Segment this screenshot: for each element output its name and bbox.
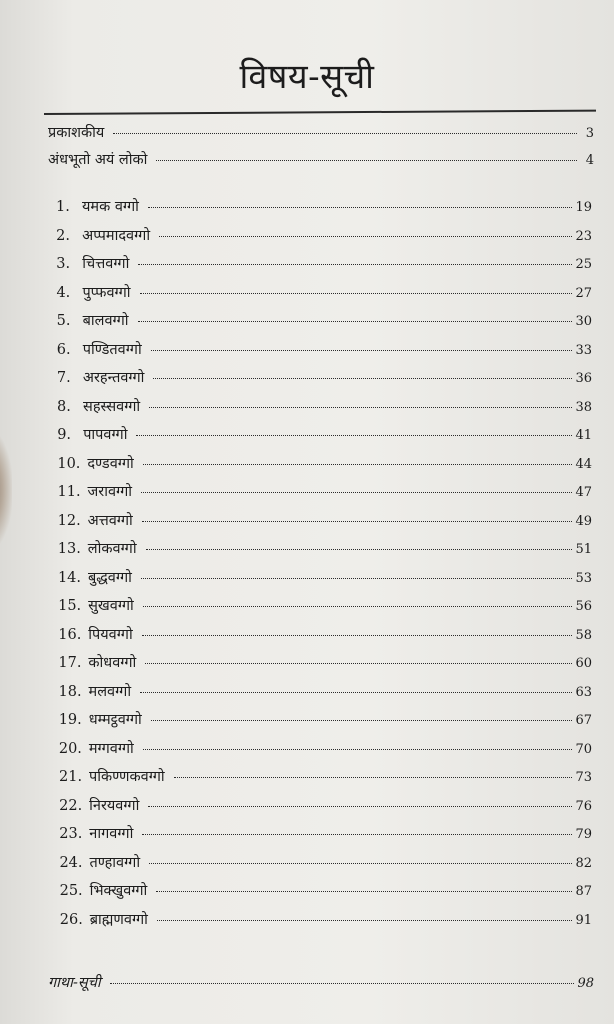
toc-entry-chapter[interactable] <box>57 453 592 473</box>
dot-leader <box>146 549 573 550</box>
toc-entry-chapter[interactable] <box>56 225 592 245</box>
toc-entry-chapter[interactable] <box>57 339 592 359</box>
toc-entry-label: अंधभूतो अयं लोको <box>48 152 148 168</box>
toc-page-number: 70 <box>575 741 592 757</box>
toc-page-number: 41 <box>575 428 592 443</box>
dot-leader <box>143 749 573 750</box>
toc-entry-chapter[interactable] <box>58 567 592 587</box>
toc-entry-chapter[interactable] <box>58 510 592 530</box>
chapter-number: 26. <box>59 911 83 928</box>
chapter-number: 9. <box>57 427 72 443</box>
toc-page-number: 19 <box>575 200 592 215</box>
chapter-number: 16. <box>58 626 82 643</box>
toc-page-number: 76 <box>575 798 592 814</box>
toc-entry-chapter[interactable] <box>57 424 592 444</box>
toc-entry-chapter[interactable] <box>59 738 592 758</box>
dot-leader <box>142 521 573 522</box>
dot-leader <box>140 692 572 693</box>
dot-leader <box>136 435 572 436</box>
chapter-number: 25. <box>59 883 83 899</box>
dot-leader <box>138 321 573 322</box>
toc-page-number: 58 <box>575 627 592 643</box>
chapter-title: बुद्धवग्गो <box>87 569 132 586</box>
chapter-number: 2. <box>56 227 70 244</box>
chapter-title: अप्पमादवग्गो <box>82 227 151 244</box>
chapter-title: जरावग्गो <box>87 484 133 500</box>
toc-entry-chapter[interactable] <box>58 624 592 644</box>
toc-entry-chapter[interactable] <box>60 909 592 929</box>
chapter-number: 14. <box>57 569 81 586</box>
toc-entry-chapter[interactable] <box>57 396 592 416</box>
toc-page-number: 47 <box>575 485 592 500</box>
chapter-title: अरहन्तवग्गो <box>82 370 145 386</box>
toc-entry-chapter[interactable] <box>59 681 592 701</box>
dot-leader <box>156 891 572 892</box>
dot-leader <box>145 663 572 664</box>
chapter-title: अत्तवग्गो <box>87 512 133 529</box>
dot-leader <box>149 407 572 408</box>
toc-entry-chapter[interactable] <box>59 823 592 843</box>
chapter-number: 5. <box>56 313 71 329</box>
toc-entry-chapter[interactable] <box>59 795 592 815</box>
dot-leader <box>157 920 573 921</box>
chapter-number: 11. <box>57 484 81 500</box>
chapter-number: 17. <box>58 655 82 671</box>
chapter-number: 1. <box>56 199 70 215</box>
dot-leader <box>159 236 572 237</box>
toc-entry-chapter[interactable] <box>58 595 592 615</box>
chapter-title: धम्मट्ठवग्गो <box>88 712 142 728</box>
dot-leader <box>174 777 573 778</box>
chapter-title: निरयवग्गो <box>89 797 140 814</box>
chapter-title: मग्गवग्गो <box>88 740 134 757</box>
toc-page-number: 67 <box>575 713 592 728</box>
toc-entry-chapter[interactable] <box>58 538 592 558</box>
toc-entry-chapter[interactable] <box>56 282 592 302</box>
toc-page-number: 91 <box>575 912 592 928</box>
chapter-number: 4. <box>56 284 71 301</box>
toc-page-number: 23 <box>575 228 592 244</box>
toc-page-number: 60 <box>575 656 592 671</box>
chapter-title: कोधवग्गो <box>88 655 137 671</box>
chapter-title: बालवग्गो <box>82 313 129 329</box>
toc-page-number: 98 <box>577 976 594 991</box>
dot-leader <box>151 720 573 721</box>
toc-entry-chapter[interactable] <box>57 310 592 330</box>
dot-leader <box>140 293 573 294</box>
chapter-title: सुखवग्गो <box>88 598 134 614</box>
toc-page-number: 44 <box>575 456 592 472</box>
chapter-title: पापवग्गो <box>83 427 128 443</box>
dot-leader <box>113 133 577 134</box>
toc-page-number: 36 <box>575 371 592 386</box>
chapter-number: 13. <box>57 541 81 557</box>
toc-page-number: 38 <box>575 399 592 415</box>
toc-entry-chapter[interactable] <box>58 652 592 672</box>
toc-entry-front[interactable] <box>48 149 594 169</box>
page-title: विषय-सूची <box>239 57 375 97</box>
chapter-title: पियवग्गो <box>88 626 133 643</box>
chapter-title: सहस्सवग्गो <box>83 398 141 415</box>
chapter-number: 21. <box>59 769 83 785</box>
chapter-number: 10. <box>57 455 81 472</box>
chapter-title: चित्तवग्गो <box>82 256 130 272</box>
chapter-number: 3. <box>56 256 71 272</box>
toc-entry-label: प्रकाशकीय <box>48 125 105 141</box>
toc-page-number: 63 <box>575 684 592 700</box>
dot-leader <box>141 492 572 493</box>
dot-leader <box>148 806 572 807</box>
dot-leader <box>156 160 577 161</box>
dot-leader <box>148 207 573 208</box>
chapter-number: 7. <box>56 370 71 386</box>
toc-page-number: 56 <box>575 599 592 614</box>
title-rule <box>44 110 596 115</box>
toc-entry-chapter[interactable] <box>59 766 592 786</box>
toc-page-number: 79 <box>575 827 592 842</box>
toc-entry-label: गाथा-सूची <box>48 975 101 991</box>
dot-leader <box>142 635 573 636</box>
chapter-number: 15. <box>58 598 82 614</box>
toc-page-number: 53 <box>575 570 592 586</box>
chapter-title: भिक्खुवग्गो <box>89 883 148 899</box>
toc-entry-chapter[interactable] <box>59 852 592 872</box>
chapter-title: लोकवग्गो <box>87 541 137 557</box>
chapter-number: 12. <box>57 512 81 529</box>
toc-page-number: 82 <box>575 855 592 871</box>
toc-entry-chapter[interactable] <box>60 880 592 900</box>
toc-entry-back[interactable] <box>48 972 594 992</box>
toc-entry-chapter[interactable] <box>58 481 593 501</box>
toc-page-number: 33 <box>575 342 592 358</box>
chapter-title: तण्हावग्गो <box>89 854 141 871</box>
dot-leader <box>141 578 573 579</box>
dot-leader <box>153 378 572 379</box>
toc-page-number: 25 <box>575 257 592 272</box>
toc-entry-chapter[interactable] <box>56 196 592 216</box>
chapter-title: यमक वग्गो <box>82 199 139 215</box>
chapter-title: पुप्फवग्गो <box>82 284 131 301</box>
chapter-number: 6. <box>56 341 71 358</box>
toc-page-number: 73 <box>575 770 592 785</box>
dot-leader <box>151 350 573 351</box>
dot-leader <box>143 606 573 607</box>
chapter-number: 19. <box>58 712 82 728</box>
dot-leader <box>142 834 572 835</box>
page-edge-shadow <box>0 430 12 550</box>
dot-leader <box>110 983 575 984</box>
chapter-number: 23. <box>59 826 83 842</box>
toc-page-number: 30 <box>575 314 592 329</box>
toc-entry-front[interactable] <box>48 122 594 142</box>
toc-entry-chapter[interactable] <box>56 253 592 273</box>
toc-entry-chapter[interactable] <box>59 709 592 729</box>
chapter-number: 24. <box>59 854 83 871</box>
toc-entry-chapter[interactable] <box>57 367 592 387</box>
chapter-number: 8. <box>57 398 71 415</box>
chapter-title: पण्डितवग्गो <box>82 341 142 358</box>
dot-leader <box>138 264 572 265</box>
dot-leader <box>149 863 572 864</box>
toc-page-number: 51 <box>575 542 592 557</box>
dot-leader <box>143 464 573 465</box>
toc-page-number: 3 <box>585 126 594 141</box>
toc-page-number: 4 <box>585 153 594 168</box>
chapter-title: ब्राह्मणवग्गो <box>89 911 148 928</box>
chapter-title: मलवग्गो <box>88 683 132 700</box>
chapter-title: नागवग्गो <box>89 826 134 842</box>
chapter-number: 22. <box>59 797 83 814</box>
chapter-title: दण्डवग्गो <box>87 455 134 472</box>
chapter-number: 20. <box>58 740 82 757</box>
chapter-title: पकिण्णकवग्गो <box>89 769 165 785</box>
chapter-number: 18. <box>58 683 82 700</box>
toc-page-number: 49 <box>575 513 592 529</box>
toc-page-number: 27 <box>575 285 592 301</box>
toc-page-number: 87 <box>575 884 592 899</box>
